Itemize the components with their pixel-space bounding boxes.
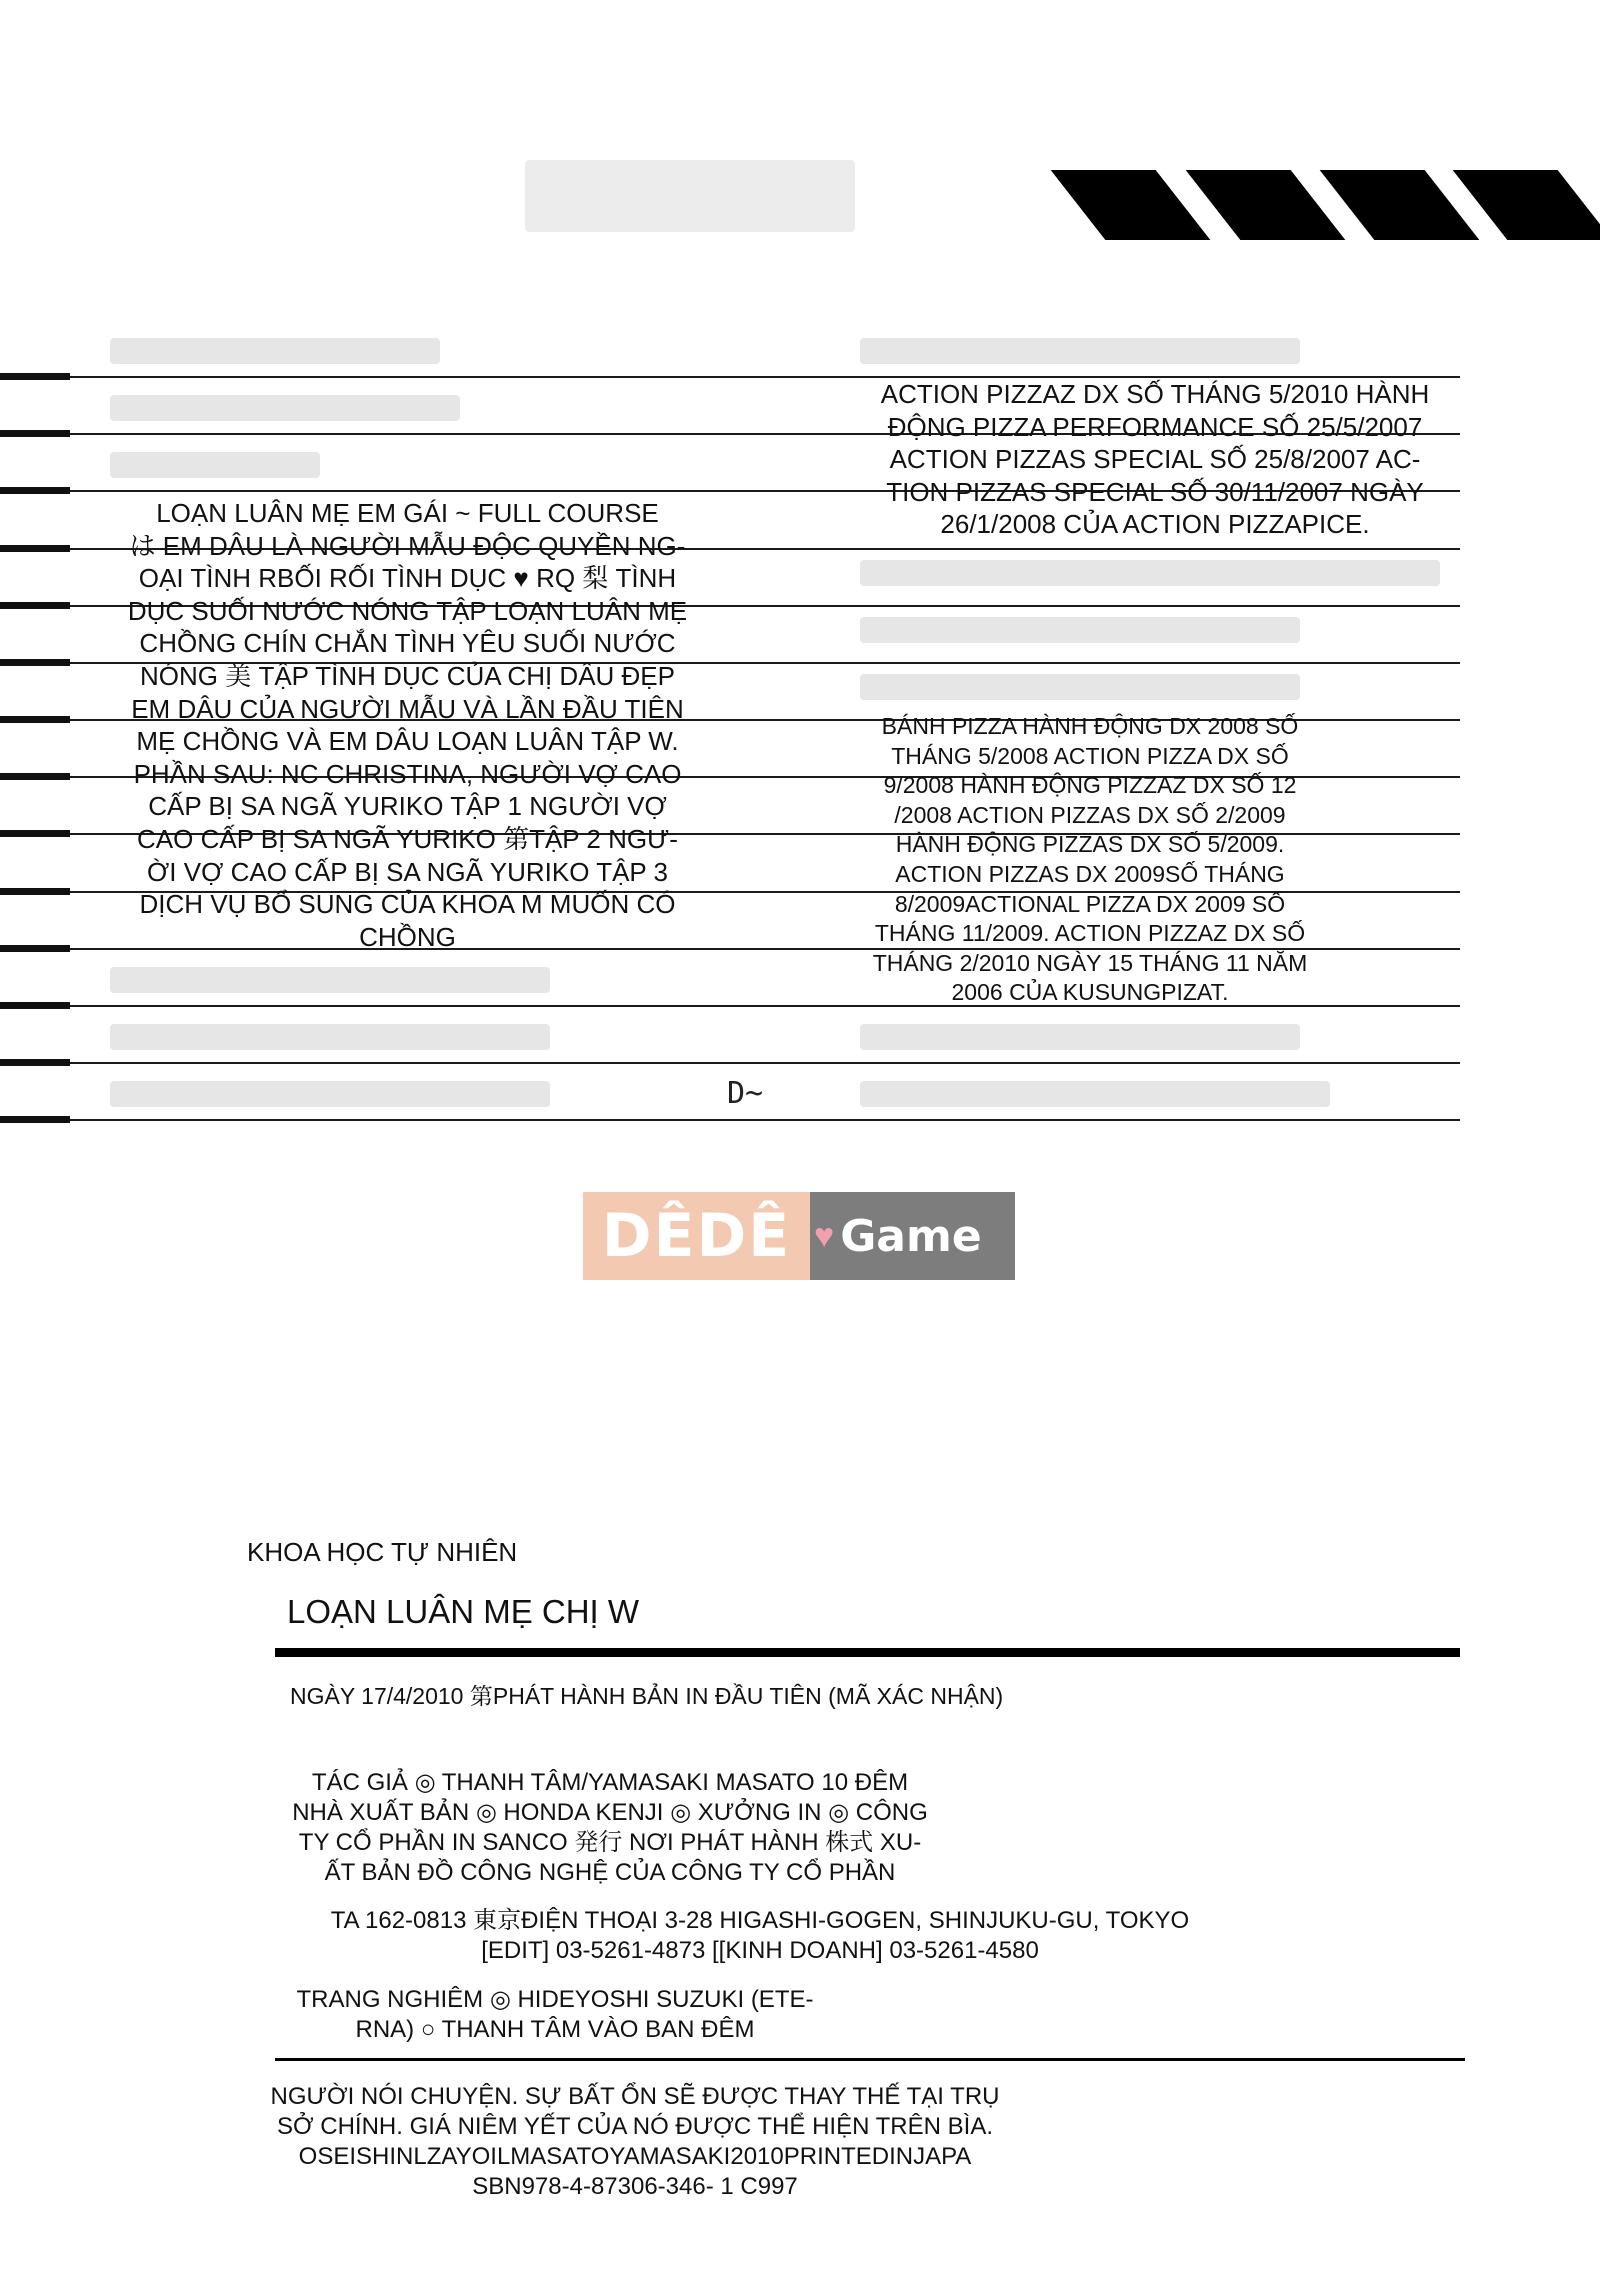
faded-cell-text (860, 674, 1300, 700)
colophon-notice: NGƯỜI NÓI CHUYỆN. SỰ BẤT ỔN SẼ ĐƯỢC THAY THẾ TẠI TRỤ SỞ CHÍNH. GIÁ NIÊM YẾT CỦA NÓ ĐƯỢC THỂ HIỆN TRÊN BÌA. OSEISHINLZAYOILMASATOYAMASAKI2010PRINTEDINJAPA SBN978-4-87306-346- 1 C997 (270, 2083, 1000, 2200)
colophon-bottom-rule (275, 2058, 1465, 2061)
faded-cell-text (860, 560, 1440, 586)
colophon-series: KHOA HỌC TỰ NHIÊN (247, 1537, 518, 1567)
colophon-title: LOẠN LUÂN MẸ CHỊ W (287, 1593, 640, 1630)
row-tick (0, 716, 70, 723)
faded-cell-text (110, 395, 460, 421)
table-rule (70, 1062, 1460, 1064)
row-tick (0, 373, 70, 380)
faded-cell-text (110, 967, 550, 993)
faded-cell-text (860, 1081, 1330, 1107)
header-diamond-4 (1453, 170, 1600, 240)
credits-right-middle: BÁNH PIZZA HÀNH ĐỘNG DX 2008 SỐ THÁNG 5/2008 ACTION PIZZA DX SỐ 9/2008 HÀNH ĐỘNG PIZZAZ DX SỐ 12 /2008 ACTION PIZZAS DX SỐ 2/2009 HÀNH ĐỘNG PIZZAS DX SỐ 5/2009. ACTION PIZZAS DX 2009SỐ THÁNG 8/2009ACTIONAL PIZZA DX 2009 SỐ THÁNG 11/2009. ACTION PIZZAZ DX SỐ THÁNG 2/2010 NGÀY 15 THÁNG 11 NĂM 2006 CỦA KUSUNGPIZAT. (872, 713, 1308, 1006)
row-tick (0, 659, 70, 666)
handwriting-mark: D~ (727, 1076, 764, 1111)
faded-cell-text (110, 1081, 550, 1107)
logo-left-text: DÊDÊ (601, 1201, 792, 1271)
logo-right-text: Game (840, 1210, 982, 1262)
row-tick (0, 830, 70, 837)
faded-cell-text (110, 1024, 550, 1050)
row-tick (0, 1002, 70, 1009)
faded-header-text (525, 160, 855, 232)
header-diamond-1 (1051, 170, 1211, 240)
row-tick (0, 602, 70, 609)
row-tick (0, 545, 70, 552)
row-tick (0, 773, 70, 780)
credits-left: LOẠN LUÂN MẸ EM GÁI ~ FULL COURSE は EM DÂU LÀ NGƯỜI MẪU ĐỘC QUYỀN NG- OẠI TÌNH RBỐI RỐI TÌNH DỤC ♥ RQ 梨 TÌNH DỤC SUỐI NƯỚC NÓNG TẬP LOẠN LUÂN MẸ CHỒNG CHÍN CHẮN TÌNH YÊU SUỐI NƯỚC NÓNG 美 TẬP TÌNH DỤC CỦA CHỊ DÂU ĐẸP EM DÂU CỦA NGƯỜI MẪU VÀ LẦN ĐẦU TIÊN MẸ CHỒNG VÀ EM DÂU LOẠN LUÂN TẬP W. PHẦN SAU: NC CHRISTINA, NGƯỜI VỢ CAO CẤP BỊ SA NGÃ YURIKO TẬP 1 NGƯỜI VỢ CAO CẤP BỊ SA NGÃ YURIKO 第TẬP 2 NGƯ- ỜI VỢ CAO CẤP BỊ SA NGÃ YURIKO TẬP 3 DỊCH VỤ BỔ SUNG CỦA KHOA M MUỐN CÓ CHỒNG (127, 498, 688, 952)
logo-left-panel (583, 1192, 810, 1280)
watermark-logo (583, 1192, 1015, 1280)
header-diamond-3 (1320, 170, 1480, 240)
colophon-address: TA 162-0813 東京ĐIỆN THOẠI 3-28 HIGASHI-GOGEN, SHINJUKU-GU, TOKYO [EDIT] 03-5261-4873 [[KINH DOANH] 03-5261-4580 (330, 1907, 1190, 1964)
faded-cell-text (860, 617, 1300, 643)
faded-cell-text (860, 338, 1300, 364)
heart-icon: ♥ (814, 1216, 835, 1255)
faded-cell-text (110, 338, 440, 364)
row-tick (0, 430, 70, 437)
row-tick (0, 1059, 70, 1066)
row-tick (0, 487, 70, 494)
faded-cell-text (860, 1024, 1300, 1050)
colophon-staff: TÁC GIẢ ◎ THANH TÂM/YAMASAKI MASATO 10 ĐÊM NHÀ XUẤT BẢN ◎ HONDA KENJI ◎ XƯỞNG IN ◎ CÔNG TY CỔ PHẦN IN SANCO 発行 NƠI PHÁT HÀNH 株式 XU- ẤT BẢN ĐỒ CÔNG NGHỆ CỦA CÔNG TY CỔ PHẦN (292, 1769, 928, 1886)
header-diamond-2 (1186, 170, 1346, 240)
colophon-design: TRANG NGHIÊM ◎ HIDEYOSHI SUZUKI (ETE- RNA) ○ THANH TÂM VÀO BAN ĐÊM (296, 1986, 814, 2043)
row-tick (0, 888, 70, 895)
colophon-title-rule (275, 1648, 1460, 1657)
row-tick (0, 945, 70, 952)
colophon-edition: NGÀY 17/4/2010 第PHÁT HÀNH BẢN IN ĐẦU TIÊN (MÃ XÁC NHẬN) (290, 1683, 1004, 1709)
table-rule (70, 1119, 1460, 1121)
credits-right-top: ACTION PIZZAZ DX SỐ THÁNG 5/2010 HÀNH ĐỘNG PIZZA PERFORMANCE SỐ 25/5/2007 ACTION PIZZAS SPECIAL SỐ 25/8/2007 AC- TION PIZZAS SPECIAL SỐ 30/11/2007 NGÀY 26/1/2008 CỦA ACTION PIZZAPICE. (880, 379, 1430, 539)
row-tick (0, 1116, 70, 1123)
faded-cell-text (110, 452, 320, 478)
